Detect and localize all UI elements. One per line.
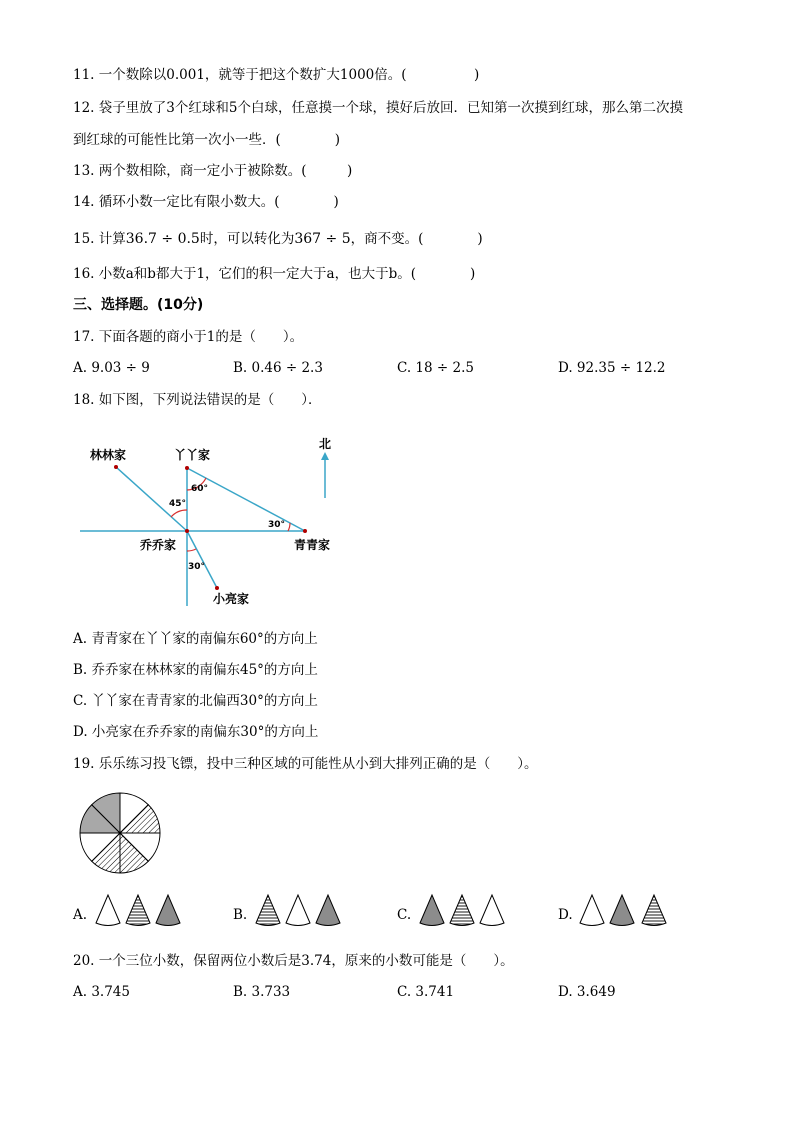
point-xiaoliang <box>215 586 219 590</box>
question-15-post: ，商不变。( ) <box>350 231 483 247</box>
label-linlin: 林林家 <box>90 448 127 462</box>
label-xiaoliang: 小亮家 <box>213 592 250 606</box>
cone-white-icon <box>96 895 120 926</box>
q20-option-b[interactable]: B. 3.733 <box>233 984 291 1000</box>
q18-option-a[interactable]: A. 青青家在丫丫家的南偏东60°的方向上 <box>73 631 318 647</box>
label-qingqing: 青青家 <box>294 538 331 552</box>
question-17: 17. 下面各题的商小于1的是（ ）。 <box>73 329 304 345</box>
cone-white-icon <box>580 895 604 926</box>
q19-option-c-letter[interactable]: C. <box>397 907 412 923</box>
question-11: 11. 一个数除以0.001，就等于把这个数扩大1000倍。( ) <box>73 67 480 83</box>
q19-option-c-cones <box>420 895 504 926</box>
label-angle-30-xiaoliang: 30° <box>188 562 206 572</box>
qiaoqiao-xiaoliang-line <box>187 531 217 588</box>
question-12-line1: 12. 袋子里放了3个红球和5个白球，任意摸一个球，摸好后放回．已知第一次摸到红球，那么第二次摸 <box>73 100 683 116</box>
question-15 <box>73 230 483 248</box>
q18-option-c[interactable]: C. 丫丫家在青青家的北偏西30°的方向上 <box>73 693 318 709</box>
label-qiaoqiao: 乔乔家 <box>140 538 177 552</box>
question-14: 14. 循环小数一定比有限小数大。( ) <box>73 194 339 210</box>
cone-white-icon <box>480 895 504 926</box>
cone-gray-icon <box>420 895 444 926</box>
q19-option-b-letter[interactable]: B. <box>233 907 248 923</box>
label-angle-45: 45° <box>169 499 187 509</box>
cone-gray-icon <box>610 895 634 926</box>
q17-option-c[interactable]: C. 18 ÷ 2.5 <box>397 360 474 376</box>
question-20: 20. 一个三位小数，保留两位小数后是3.74，原来的小数可能是（ ）。 <box>73 953 514 969</box>
q19-option-a-letter[interactable]: A. <box>73 907 88 923</box>
q17-option-d[interactable]: D. 92.35 ÷ 12.2 <box>558 360 666 376</box>
q19-option-d-letter[interactable]: D. <box>558 907 573 923</box>
q20-option-d[interactable]: D. 3.649 <box>558 984 616 1000</box>
q17-option-b[interactable]: B. 0.46 ÷ 2.3 <box>233 360 323 376</box>
section-3-heading: 三、选择题。(10分) <box>73 297 204 313</box>
q17-option-a[interactable]: A. 9.03 ÷ 9 <box>73 360 150 376</box>
question-15-expression-1: 36.7 ÷ 0.5 <box>125 231 200 247</box>
cone-gray-icon <box>316 895 340 926</box>
cone-white-icon <box>286 895 310 926</box>
cone-striped-icon <box>256 895 280 926</box>
point-qingqing <box>303 529 307 533</box>
question-16: 16. 小数a和b都大于1，它们的积一定大于a，也大于b。( ) <box>73 266 476 282</box>
label-angle-30-qingqing: 30° <box>268 520 286 530</box>
question-12-line2: 到红球的可能性比第一次小一些．( ) <box>73 132 341 148</box>
question-13: 13. 两个数相除，商一定小于被除数。( ) <box>73 163 353 179</box>
direction-figure <box>70 428 370 613</box>
question-15-mid: 时，可以转化为 <box>199 231 295 247</box>
cone-striped-icon <box>126 895 150 926</box>
q20-option-c[interactable]: C. 3.741 <box>397 984 455 1000</box>
question-19: 19. 乐乐练习投飞镖，投中三种区域的可能性从小到大排列正确的是（ ）。 <box>73 756 538 772</box>
question-15-expression-2: 367 ÷ 5 <box>294 231 351 247</box>
label-angle-60: 60° <box>191 484 209 494</box>
label-yaya: 丫丫家 <box>174 448 211 462</box>
label-north: 北 <box>319 437 332 451</box>
q19-option-b-cones <box>256 895 340 926</box>
q19-option-a-cones <box>96 895 180 926</box>
q19-cone-options <box>0 893 794 929</box>
dartboard-figure <box>78 791 162 875</box>
question-18: 18. 如下图，下列说法错误的是（ ）． <box>73 392 322 408</box>
q18-option-b[interactable]: B. 乔乔家在林林家的南偏东45°的方向上 <box>73 662 318 678</box>
q20-option-a[interactable]: A. 3.745 <box>73 984 130 1000</box>
yaya-qingqing-line <box>187 468 305 531</box>
q18-option-d[interactable]: D. 小亮家在乔乔家的南偏东30°的方向上 <box>73 724 319 740</box>
q19-option-d-cones <box>580 895 666 926</box>
question-15-pre: 15. 计算 <box>73 231 126 247</box>
point-yaya <box>185 466 189 470</box>
cone-gray-icon <box>156 895 180 926</box>
angle-arc-45 <box>171 510 187 517</box>
angle-arc-30-xiaoliang <box>187 549 196 551</box>
angle-arc-30-qingqing <box>288 523 290 531</box>
point-linlin <box>114 465 118 469</box>
point-qiaoqiao <box>185 529 189 533</box>
cone-striped-icon <box>642 895 666 926</box>
north-arrow-head <box>321 452 329 460</box>
cone-striped-icon <box>450 895 474 926</box>
